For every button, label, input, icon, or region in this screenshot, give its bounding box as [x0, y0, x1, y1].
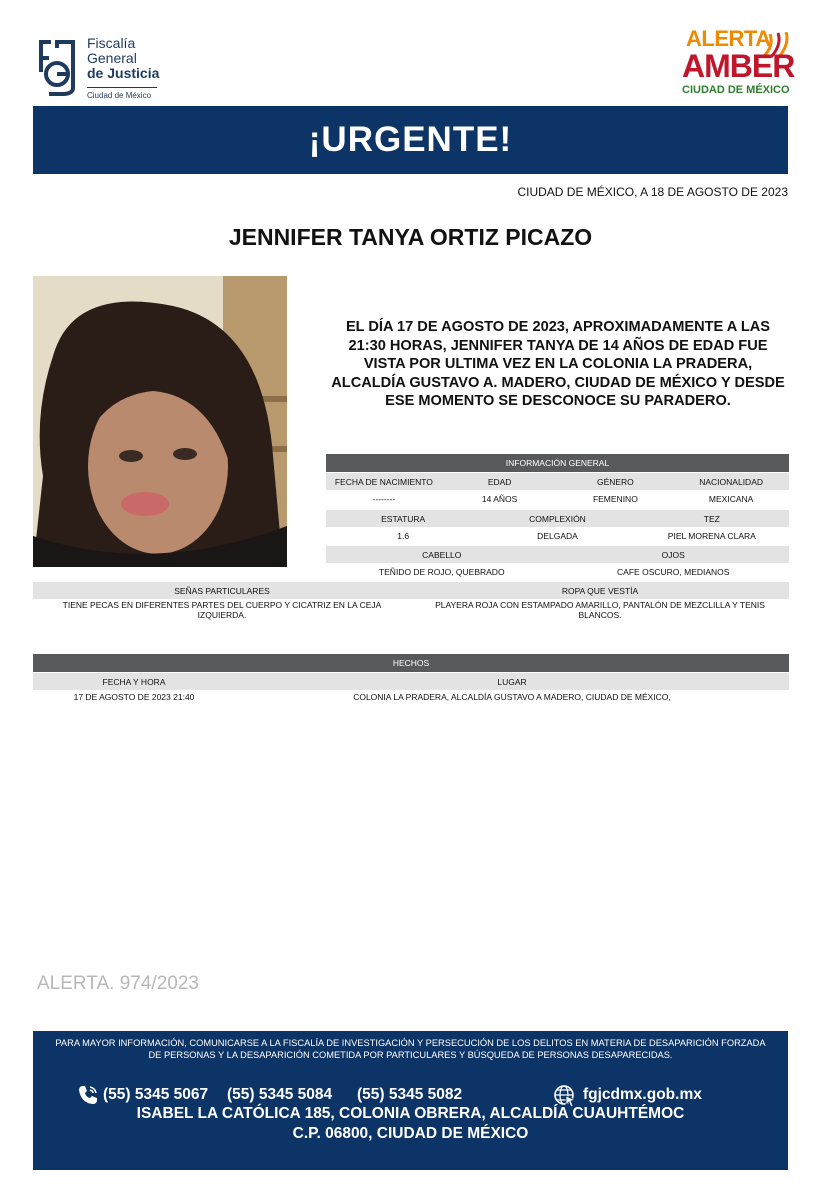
value-build: DELGADA — [537, 531, 578, 541]
header-complexion: TEZ — [703, 513, 720, 524]
header-nationality: NACIONALIDAD — [699, 476, 763, 487]
fgj-emblem-icon — [33, 36, 81, 98]
address-line1: ISABEL LA CATÓLICA 185, COLONIA OBRERA, ALCALDÍA CUAUHTÉMOC — [136, 1105, 685, 1122]
value-nationality: MEXICANA — [708, 494, 754, 504]
header-gender: GÉNERO — [596, 476, 634, 487]
info-row2-values — [326, 528, 789, 544]
address-line2: C.P. 06800, CIUDAD DE MÉXICO — [292, 1125, 529, 1142]
header-clothing: ROPA QUE VESTÍA — [561, 585, 639, 596]
org-line4: Ciudad de México — [87, 91, 152, 100]
header-distinguishing-marks: SEÑAS PARTICULARES — [174, 585, 270, 596]
org-line3: de Justicia — [87, 65, 160, 81]
alerta-amber-logo — [680, 26, 795, 102]
fgj-logo — [33, 36, 173, 100]
phone-number-1[interactable]: (55) 5345 5067 — [103, 1086, 209, 1103]
value-eyes: CAFE OSCURO, MEDIANOS — [617, 567, 730, 577]
date-line: CIUDAD DE MÉXICO, A 18 DE AGOSTO DE 2023 — [517, 185, 788, 199]
header-date-time: FECHA Y HORA — [102, 676, 166, 687]
facts-values — [33, 690, 789, 704]
info-row3-values — [326, 564, 789, 580]
contact-footer — [33, 1031, 788, 1170]
phone-number-2[interactable]: (55) 5345 5084 — [227, 1086, 333, 1103]
header-height: ESTATURA — [381, 513, 426, 524]
fgj-wordmark — [87, 36, 159, 101]
header-hair: CABELLO — [422, 549, 462, 560]
value-birthdate: -------- — [372, 494, 396, 504]
info-row3-headers — [326, 546, 789, 563]
header-place: LUGAR — [497, 676, 527, 687]
details-headers — [33, 582, 789, 599]
footer-info-text: PARA MAYOR INFORMACIÓN, COMUNICARSE A LA FISCALÍA DE INVESTIGACIÓN Y PERSECUCIÓN DE LOS DELITOS EN MATERIA DE DESAPARICIÓN FORZADA DE PERSONAS Y LA DESAPARICIÓN COMETIDA POR PARTICULARES Y BÚSQUEDA DE PERSONAS DESAPARECIDAS. — [55, 1038, 766, 1060]
phone-number-3[interactable]: (55) 5345 5082 — [357, 1086, 463, 1103]
urgent-title: ¡URGENTE! — [308, 120, 513, 159]
value-height: 1.6 — [397, 531, 410, 541]
header-build: COMPLEXIÓN — [529, 513, 586, 524]
org-line2: General — [87, 50, 137, 66]
info-row1-values — [326, 491, 789, 507]
amber-line2: AMBER — [682, 48, 795, 84]
missing-person-photo — [33, 276, 287, 567]
value-place: COLONIA LA PRADERA, ALCALDÍA GUSTAVO A MADERO, CIUDAD DE MÉXICO, — [353, 692, 671, 702]
info-row2-headers — [326, 510, 789, 527]
amber-line3: CIUDAD DE MÉXICO — [682, 84, 790, 96]
header-eyes: OJOS — [661, 549, 685, 560]
header-birthdate: FECHA DE NACIMIENTO — [334, 476, 433, 487]
info-row1-headers — [326, 473, 789, 490]
value-hair: TEÑIDO DE ROJO, QUEBRADO — [378, 567, 505, 577]
value-gender: FEMENINO — [592, 494, 638, 504]
facts-headers — [33, 673, 789, 690]
value-date-time: 17 DE AGOSTO DE 2023 21:40 — [73, 692, 195, 702]
value-complexion: PIEL MORENA CLARA — [667, 531, 756, 541]
amber-line1: ALERTA — [686, 26, 771, 51]
value-clothing: PLAYERA ROJA CON ESTAMPADO AMARILLO, PANTALÓN DE MEZCLILLA Y TENIS BLANCOS. — [435, 600, 765, 620]
header-age: EDAD — [487, 476, 512, 487]
facts-header: HECHOS — [33, 654, 789, 672]
details-values — [33, 600, 789, 622]
alert-code: ALERTA. 974/2023 — [37, 973, 199, 994]
person-name: JENNIFER TANYA ORTIZ PICAZO — [228, 224, 593, 250]
urgent-banner — [33, 106, 788, 174]
org-line1: Fiscalía — [87, 35, 136, 51]
value-distinguishing-marks: TIENE PECAS EN DIFERENTES PARTES DEL CUERPO Y CICATRIZ EN LA CEJA IZQUIERDA. — [62, 600, 382, 620]
info-general-header: INFORMACIÓN GENERAL — [326, 454, 789, 472]
org-divider — [87, 87, 157, 88]
disappearance-narrative: EL DÍA 17 DE AGOSTO DE 2023, APROXIMADAMENTE A LAS 21:30 HORAS, JENNIFER TANYA DE 14 AÑOS DE EDAD FUE VISTA POR ULTIMA VEZ EN LA COLONIA LA PRADERA, ALCALDÍA GUSTAVO A. MADERO, CIUDAD DE MÉXICO Y DESDE ESE MOMENTO SE DESCONOCE SU PARADERO. — [331, 319, 785, 409]
phone-icon — [77, 1084, 99, 1106]
website-link[interactable]: fgjcdmx.gob.mx — [583, 1086, 702, 1103]
value-age: 14 AÑOS — [481, 494, 518, 504]
